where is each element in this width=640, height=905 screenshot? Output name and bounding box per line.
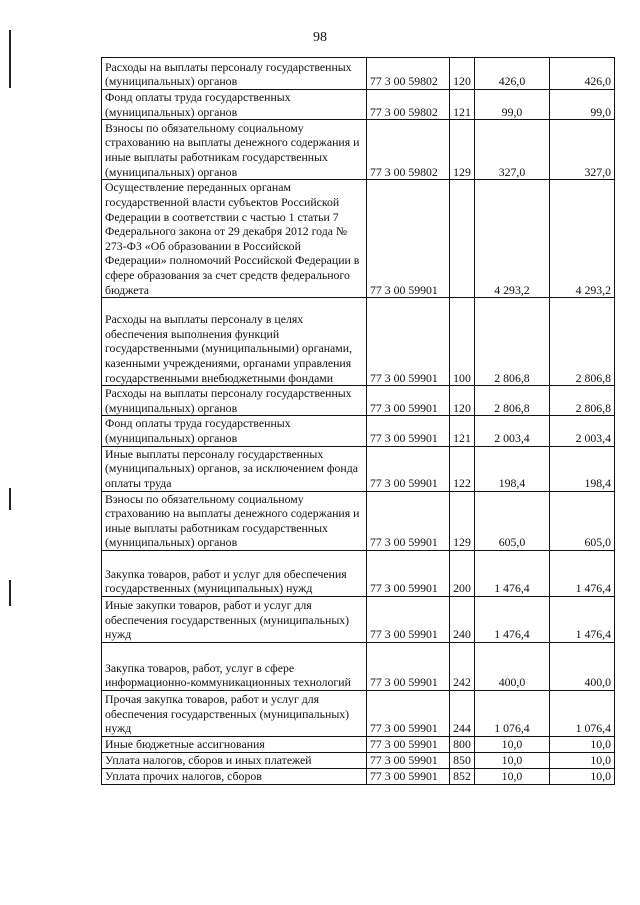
- row-sum-year-1: 1 076,4: [475, 690, 550, 736]
- row-name: Иные закупки товаров, работ и услуг для обеспечения государственных (муниципальных) нужд: [102, 596, 367, 642]
- row-code: 77 3 00 59901: [367, 550, 450, 596]
- row-expense-type: 852: [450, 768, 475, 784]
- row-sum-year-1: 10,0: [475, 752, 550, 768]
- row-sum-year-2: 2 806,8: [550, 298, 615, 386]
- row-code: 77 3 00 59901: [367, 386, 450, 416]
- table-row: [102, 491, 615, 550]
- row-name: Закупка товаров, работ, услуг в сфере информационно-коммуникационных технологий: [102, 642, 367, 690]
- row-sum-year-1: 2 806,8: [475, 386, 550, 416]
- row-expense-type: [450, 180, 475, 298]
- row-code: 77 3 00 59901: [367, 690, 450, 736]
- row-name: Расходы на выплаты персоналу государственных (муниципальных) органов: [102, 58, 367, 90]
- margin-mark: [9, 488, 11, 510]
- row-sum-year-1: 1 476,4: [475, 596, 550, 642]
- row-sum-year-1: 4 293,2: [475, 180, 550, 298]
- row-code: 77 3 00 59901: [367, 736, 450, 752]
- row-sum-year-1: 2 003,4: [475, 416, 550, 446]
- row-code: 77 3 00 59901: [367, 768, 450, 784]
- row-expense-type: 244: [450, 690, 475, 736]
- row-sum-year-2: 10,0: [550, 752, 615, 768]
- row-name: Прочая закупка товаров, работ и услуг для обеспечения государственных (муниципальных) нужд: [102, 690, 367, 736]
- row-sum-year-1: 327,0: [475, 120, 550, 180]
- row-code: 77 3 00 59802: [367, 90, 450, 120]
- table-row: [102, 596, 615, 642]
- row-name: Закупка товаров, работ и услуг для обеспечения государственных (муниципальных) нужд: [102, 550, 367, 596]
- row-code: 77 3 00 59901: [367, 298, 450, 386]
- table-row: [102, 298, 615, 386]
- row-sum-year-1: 426,0: [475, 58, 550, 90]
- table-row: [102, 58, 615, 90]
- row-expense-type: 200: [450, 550, 475, 596]
- row-sum-year-1: 605,0: [475, 491, 550, 550]
- row-expense-type: 850: [450, 752, 475, 768]
- row-name: Иные бюджетные ассигнования: [102, 736, 367, 752]
- row-code: 77 3 00 59901: [367, 596, 450, 642]
- row-expense-type: 100: [450, 298, 475, 386]
- row-expense-type: 129: [450, 120, 475, 180]
- row-expense-type: 122: [450, 446, 475, 491]
- row-sum-year-2: 1 476,4: [550, 550, 615, 596]
- row-name: Осуществление переданных органам государственной власти субъектов Российской Федерации в соответствии с частью 1 статьи 7 Федерального закона от 29 декабря 2012 года № 273-ФЗ «Об образовании в Российской Федерации» полномочий Российской Федерации в сфере образования за счет средств федерального бюджета: [102, 180, 367, 298]
- row-name: Взносы по обязательному социальному страхованию на выплаты денежного содержания и иные выплаты работникам государственных (муниципальных) органов: [102, 120, 367, 180]
- row-expense-type: 242: [450, 642, 475, 690]
- row-code: 77 3 00 59802: [367, 120, 450, 180]
- row-sum-year-1: 10,0: [475, 736, 550, 752]
- table-row: [102, 768, 615, 784]
- row-code: 77 3 00 59901: [367, 642, 450, 690]
- row-sum-year-2: 10,0: [550, 736, 615, 752]
- table-row: [102, 642, 615, 690]
- row-expense-type: 800: [450, 736, 475, 752]
- row-sum-year-1: 99,0: [475, 90, 550, 120]
- row-name: Расходы на выплаты персоналу государственных (муниципальных) органов: [102, 386, 367, 416]
- row-sum-year-2: 4 293,2: [550, 180, 615, 298]
- row-sum-year-2: 1 476,4: [550, 596, 615, 642]
- row-name: Фонд оплаты труда государственных (муниципальных) органов: [102, 90, 367, 120]
- row-sum-year-2: 198,4: [550, 446, 615, 491]
- table-row: [102, 550, 615, 596]
- row-expense-type: 240: [450, 596, 475, 642]
- margin-mark: [9, 30, 11, 88]
- row-sum-year-2: 2 003,4: [550, 416, 615, 446]
- row-sum-year-2: 1 076,4: [550, 690, 615, 736]
- table-row: [102, 386, 615, 416]
- table-row: [102, 752, 615, 768]
- row-sum-year-1: 1 476,4: [475, 550, 550, 596]
- row-code: 77 3 00 59901: [367, 416, 450, 446]
- row-sum-year-2: 327,0: [550, 120, 615, 180]
- row-expense-type: 121: [450, 90, 475, 120]
- table-row: [102, 690, 615, 736]
- row-code: 77 3 00 59901: [367, 752, 450, 768]
- page-number: 98: [313, 30, 327, 45]
- row-code: 77 3 00 59901: [367, 446, 450, 491]
- budget-table: [101, 57, 615, 785]
- row-expense-type: 121: [450, 416, 475, 446]
- row-sum-year-1: 2 806,8: [475, 298, 550, 386]
- table-row: [102, 120, 615, 180]
- row-expense-type: 120: [450, 386, 475, 416]
- row-sum-year-2: 99,0: [550, 90, 615, 120]
- row-sum-year-1: 400,0: [475, 642, 550, 690]
- row-code: 77 3 00 59901: [367, 491, 450, 550]
- row-sum-year-2: 2 806,8: [550, 386, 615, 416]
- row-name: Взносы по обязательному социальному страхованию на выплаты денежного содержания и иные выплаты работникам государственных (муниципальных) органов: [102, 491, 367, 550]
- table-row: [102, 90, 615, 120]
- row-sum-year-1: 10,0: [475, 768, 550, 784]
- row-sum-year-2: 400,0: [550, 642, 615, 690]
- row-name: Уплата прочих налогов, сборов: [102, 768, 367, 784]
- table-row: [102, 416, 615, 446]
- row-name: Уплата налогов, сборов и иных платежей: [102, 752, 367, 768]
- table-row: [102, 736, 615, 752]
- row-sum-year-2: 605,0: [550, 491, 615, 550]
- table-row: [102, 180, 615, 298]
- row-code: 77 3 00 59802: [367, 58, 450, 90]
- row-name: Иные выплаты персоналу государственных (муниципальных) органов, за исключением фонда оплаты труда: [102, 446, 367, 491]
- row-name: Расходы на выплаты персоналу в целях обеспечения выполнения функций государственными (муниципальными) органами, казенными учреждениями, органами управления государственными внебюджетными фондами: [102, 298, 367, 386]
- row-code: 77 3 00 59901: [367, 180, 450, 298]
- row-sum-year-2: 10,0: [550, 768, 615, 784]
- row-expense-type: 120: [450, 58, 475, 90]
- margin-mark: [9, 580, 11, 606]
- row-name: Фонд оплаты труда государственных (муниципальных) органов: [102, 416, 367, 446]
- row-sum-year-2: 426,0: [550, 58, 615, 90]
- row-sum-year-1: 198,4: [475, 446, 550, 491]
- row-expense-type: 129: [450, 491, 475, 550]
- table-row: [102, 446, 615, 491]
